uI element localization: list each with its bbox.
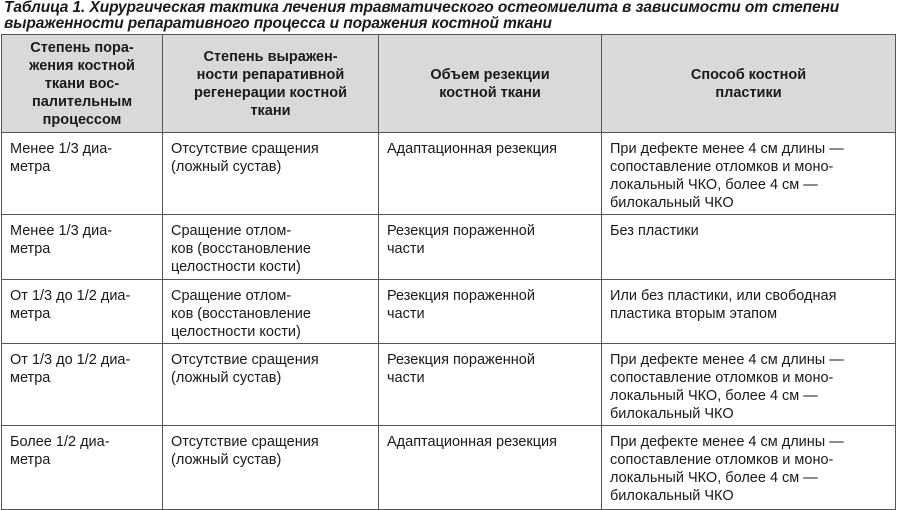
- cell-plasty-method: При дефекте менее 4 см длины — сопоставление отломков и моно- локальный ЧКО, более 4 см — билокальный ЧКО: [602, 133, 896, 215]
- table-row: [2, 280, 896, 344]
- table-row: [2, 215, 896, 280]
- table-row: [2, 426, 896, 510]
- table-caption-line-2: выраженности репаративного процесса и поражения костной ткани: [4, 15, 552, 32]
- cell-regeneration-degree: Сращение отлом- ков (восстановление целостности кости): [163, 215, 379, 280]
- cell-lesion-degree: От 1/3 до 1/2 диа- метра: [2, 344, 163, 426]
- header-cell-resection-volume: Объем резекции костной ткани: [379, 35, 602, 133]
- cell-resection-volume: Адаптационная резекция: [379, 133, 602, 215]
- table-row: [2, 133, 896, 215]
- header-cell-plasty-method: Способ костной пластики: [602, 35, 896, 133]
- cell-resection-volume: Адаптационная резекция: [379, 426, 602, 510]
- cell-regeneration-degree: Отсутствие сращения (ложный сустав): [163, 426, 379, 510]
- table-caption-line-1: Таблица 1. Хирургическая тактика лечения травматического остеомиелита в зависимости от степени: [4, 0, 840, 16]
- cell-plasty-method: При дефекте менее 4 см длины — сопоставление отломков и моно- локальный ЧКО, более 4 см — билокальный ЧКО: [602, 344, 896, 426]
- table-row: [2, 344, 896, 426]
- cell-resection-volume: Резекция пораженной части: [379, 215, 602, 280]
- cell-plasty-method: Или без пластики, или свободная пластика вторым этапом: [602, 280, 896, 344]
- cell-lesion-degree: Менее 1/3 диа- метра: [2, 215, 163, 280]
- cell-lesion-degree: Менее 1/3 диа- метра: [2, 133, 163, 215]
- cell-regeneration-degree: Сращение отлом- ков (восстановление целостности кости): [163, 280, 379, 344]
- cell-lesion-degree: От 1/3 до 1/2 диа- метра: [2, 280, 163, 344]
- cell-resection-volume: Резекция пораженной части: [379, 280, 602, 344]
- table-header-row: [2, 35, 896, 133]
- cell-resection-volume: Резекция пораженной части: [379, 344, 602, 426]
- osteomyelitis-tactics-table: [1, 34, 896, 510]
- cell-regeneration-degree: Отсутствие сращения (ложный сустав): [163, 133, 379, 215]
- header-cell-lesion-degree: Степень пора- жения костной ткани вос- палительным процессом: [2, 35, 163, 133]
- header-cell-regeneration-degree: Степень выражен- ности репаративной регенерации костной ткани: [163, 35, 379, 133]
- cell-plasty-method: При дефекте менее 4 см длины — сопоставление отломков и моно- локальный ЧКО, более 4 см — билокальный ЧКО: [602, 426, 896, 510]
- table-caption: [4, 0, 894, 32]
- cell-lesion-degree: Более 1/2 диа- метра: [2, 426, 163, 510]
- cell-plasty-method: Без пластики: [602, 215, 896, 280]
- cell-regeneration-degree: Отсутствие сращения (ложный сустав): [163, 344, 379, 426]
